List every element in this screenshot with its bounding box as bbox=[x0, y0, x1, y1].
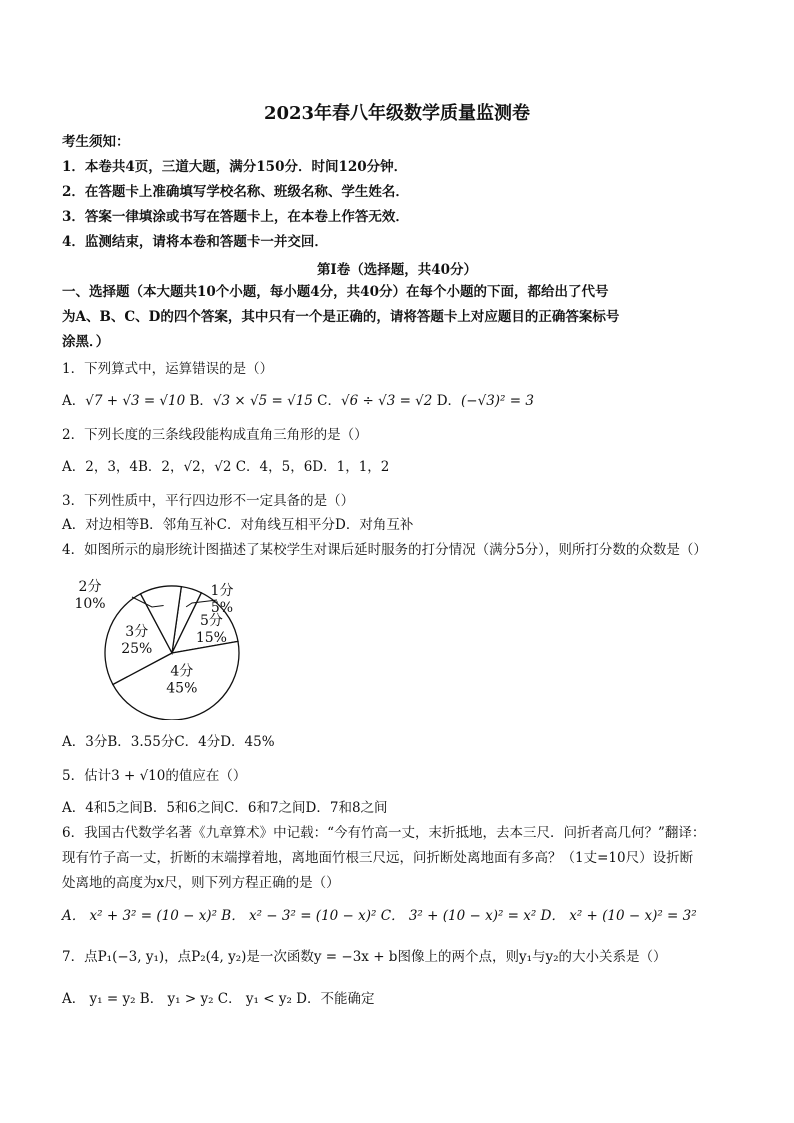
notice-item-4: 4．监测结束，请将本卷和答题卡一并交回． bbox=[62, 234, 328, 250]
pie-slice-percent: 45% bbox=[166, 680, 198, 697]
pie-chart bbox=[62, 575, 262, 720]
q5-options: A．4和5之间B．5和6之间C．6和7之间D．7和8之间 bbox=[62, 800, 388, 816]
q5-stem: 5．估计3 + √10的值应在（） bbox=[62, 768, 247, 784]
pie-slice-label: 5分 bbox=[199, 612, 223, 629]
q3-options: A．对边相等B．邻角互补C．对角线互相平分D．对角互补 bbox=[62, 517, 414, 533]
q1-c-label: C． bbox=[317, 393, 342, 409]
q1-d-expr: (−√3)² = 3 bbox=[461, 393, 534, 409]
pie-slice-percent: 5% bbox=[210, 600, 234, 616]
q7-stem: 7．点P₁(−3, y₁)，点P₂(4, y₂)是一次函数y = −3x + b图像上的两个点，则y₁与y₂的大小关系是（） bbox=[62, 949, 667, 965]
section-instructions-line3: 涂黑．） bbox=[62, 334, 110, 350]
q1-c-expr: √6 ÷ √3 = √2 bbox=[341, 393, 433, 409]
notice-item-3: 3．答案一律填涂或书写在答题卡上，在本卷上作答无效． bbox=[62, 209, 409, 225]
q6-line2: 现有竹子高一丈，折断的末端撑着地，离地面竹根三尺远，问折断处离地面有多高？（1丈=10尺）设折断 bbox=[62, 850, 694, 866]
q3-stem: 3．下列性质中，平行四边形不一定具备的是（） bbox=[62, 493, 355, 509]
q1-b-expr: √3 × √5 = √15 bbox=[212, 393, 313, 409]
pie-slice-percent: 10% bbox=[74, 596, 106, 612]
q1-stem: 1．下列算式中，运算错误的是（） bbox=[62, 361, 274, 377]
pie-slice-label: 1分 bbox=[210, 583, 234, 599]
q6-options: A． x² + 3² = (10 − x)² B． x² − 3² = (10 − x)² C． 3² + (10 − x)² = x² D． x² + (10 − x)² = 3² bbox=[62, 908, 697, 924]
q4-options: A．3分B．3.55分C．4分D．45% bbox=[62, 734, 275, 750]
q7-options: A． y₁ = y₂ B． y₁ > y₂ C． y₁ < y₂ D．不能确定 bbox=[62, 991, 375, 1007]
q2-stem: 2．下列长度的三条线段能构成直角三角形的是（） bbox=[62, 427, 368, 443]
pie-slice-percent: 25% bbox=[121, 641, 153, 658]
q1-d-label: D． bbox=[436, 393, 462, 409]
q6-line3: 处离地的高度为x尺，则下列方程正确的是（） bbox=[62, 875, 340, 891]
q1-b-label: B． bbox=[189, 393, 213, 409]
q1-options bbox=[62, 392, 534, 410]
q4-stem: 4．如图所示的扇形统计图描述了某校学生对课后延时服务的打分情况（满分5分），则所打分数的众数是（） bbox=[62, 542, 707, 558]
notice-item-2: 2．在答题卡上准确填写学校名称、班级名称、学生姓名． bbox=[62, 184, 409, 200]
notice-heading: 考生须知： bbox=[62, 134, 130, 150]
q6-line1: 6．我国古代数学名著《九章算术》中记载：“今有竹高一丈，末折抵地，去本三尺．问折者高几何？”翻译： bbox=[62, 825, 706, 841]
q1-a-expr: √7 + √3 = √10 bbox=[85, 393, 186, 409]
pie-slice-percent: 15% bbox=[195, 629, 227, 646]
section-instructions-line1: 一、选择题（本大题共10个小题，每小题4分，共40分）在每个小题的下面，都给出了代号 bbox=[62, 284, 609, 300]
q2-options: A．2，3，4B．2，√2，√2 C．4，5，6D．1，1，2 bbox=[62, 459, 390, 475]
section-instructions-line2: 为A、B、C、D的四个答案，其中只有一个是正确的，请将答题卡上对应题目的正确答案标号 bbox=[62, 309, 620, 325]
pie-slice-label: 3分 bbox=[125, 624, 149, 641]
part-heading: 第Ⅰ卷（选择题，共40分） bbox=[316, 262, 478, 278]
notice-item-1: 1．本卷共4页，三道大题，满分150分．时间120分钟． bbox=[62, 159, 408, 175]
pie-slice-label: 4分 bbox=[170, 663, 194, 680]
q1-a-label: A． bbox=[62, 393, 86, 409]
page-title: 2023年春八年级数学质量监测卷 bbox=[263, 103, 531, 124]
pie-slice-label: 2分 bbox=[78, 579, 102, 595]
